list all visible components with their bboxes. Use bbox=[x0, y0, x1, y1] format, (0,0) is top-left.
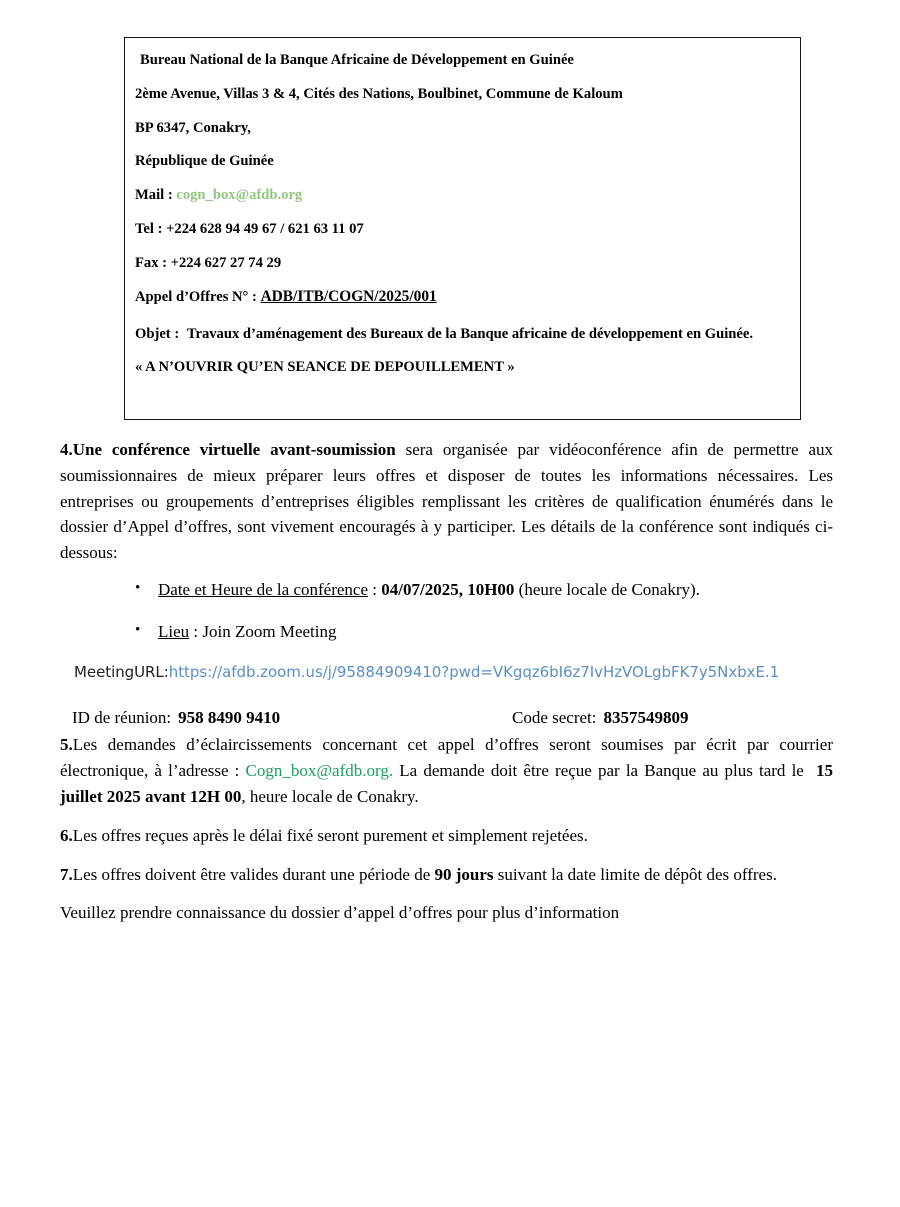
object-value: Travaux d’aménagement des Bureaux de la Banque africaine de développement en Guinée. bbox=[186, 326, 754, 343]
passcode-value: 8357549809 bbox=[603, 708, 689, 728]
paragraph-5-text-1: Les demandes d’éclaircissements concernant cet appel d’offres seront soumises par écrit par courrier électronique, à l’adresse : bbox=[60, 735, 833, 781]
po-box-line: BP 6347, Conakry, bbox=[135, 119, 251, 136]
address-box bbox=[124, 37, 801, 420]
paragraph-6-text: Les offres reçues après le délai fixé seront purement et simplement rejetées. bbox=[72, 825, 588, 845]
mail-address-link[interactable]: cogn_box@afdb.org bbox=[176, 187, 303, 204]
tender-number-line bbox=[135, 289, 786, 305]
bullet-icon: • bbox=[135, 580, 141, 597]
paragraph-5-text-2: La demande doit être reçue par la Banque au plus tard le bbox=[393, 761, 810, 781]
tender-number-label: Appel d’Offres N° : bbox=[135, 289, 261, 306]
mail-line bbox=[135, 188, 786, 203]
paragraph-4-bold-lead: Une conférence virtuelle avant-soumission bbox=[72, 440, 396, 459]
paragraph-7-text-2: suivant la date limite de dépôt des offres. bbox=[493, 864, 777, 884]
office-name-line: Bureau National de la Banque Africaine de Développement en Guinée bbox=[140, 52, 574, 68]
paragraph-4-text: sera organisée par vidéoconférence afin de permettre aux soumissionnaires de mieux préparer leurs offres et disposer de toutes les informations nécessaires. Les entreprises ou groupements d’entreprises éligibles remplissant les critères de qualification énumérés dans le dossier d’Appel d’offres, sont vivement encouragés à y participer. Les détails de la conférence sont indiqués ci-dessous: bbox=[60, 440, 833, 563]
paragraph-5 bbox=[60, 732, 833, 809]
tender-number-value: ADB/ITB/COGN/2025/001 bbox=[260, 288, 437, 306]
paragraph-5-number: 5. bbox=[60, 735, 73, 755]
paragraph-6 bbox=[60, 823, 833, 849]
paragraph-7-number: 7. bbox=[60, 864, 73, 884]
clarification-deadline: 15 juillet 2025 avant 12H 00 bbox=[60, 761, 833, 806]
meeting-credentials-row bbox=[72, 708, 833, 732]
object-label: Objet : bbox=[135, 326, 183, 343]
country-line: République de Guinée bbox=[135, 153, 274, 170]
conference-datetime-label: Date et Heure de la conférence bbox=[158, 580, 369, 600]
bullet-icon: • bbox=[135, 622, 141, 639]
document-body bbox=[60, 437, 833, 939]
conference-datetime-note: (heure locale de Conakry). bbox=[514, 580, 700, 600]
paragraph-5-text-3: , heure locale de Conakry. bbox=[241, 786, 419, 806]
fax-line: Fax : +224 627 27 74 29 bbox=[135, 254, 282, 271]
conference-location-value: Join Zoom Meeting bbox=[202, 622, 337, 642]
telephone-line: Tel : +224 628 94 49 67 / 621 63 11 07 bbox=[135, 220, 364, 237]
meeting-url-link[interactable]: https://afdb.zoom.us/j/95884909410?pwd=VKgqz6bI6z7IvHzVOLgbFK7y5NxbxE.1 bbox=[168, 663, 780, 682]
passcode-label: Code secret: bbox=[512, 708, 597, 728]
list-item bbox=[60, 579, 833, 601]
meeting-id-group bbox=[72, 708, 280, 728]
conference-datetime-separator: : bbox=[368, 580, 382, 600]
meeting-url-line bbox=[74, 663, 833, 681]
meeting-id-value: 958 8490 9410 bbox=[178, 708, 281, 728]
meeting-id-label: ID de réunion: bbox=[72, 708, 172, 728]
conference-location-label: Lieu bbox=[158, 622, 190, 642]
passcode-group bbox=[512, 708, 689, 728]
paragraph-4 bbox=[60, 437, 833, 566]
list-item bbox=[60, 621, 833, 643]
paragraph-4-number: 4. bbox=[60, 440, 73, 459]
conference-datetime-value: 04/07/2025, 10H00 bbox=[381, 580, 515, 600]
closing-line: Veuillez prendre connaissance du dossier d’appel d’offres pour plus d’information bbox=[60, 903, 620, 923]
paragraph-6-number: 6. bbox=[60, 825, 73, 845]
paragraph-7-text-1: Les offres doivent être valides durant une période de bbox=[72, 864, 435, 884]
validity-period: 90 jours bbox=[434, 864, 494, 884]
do-not-open-notice: « A N’OUVRIR QU’EN SEANCE DE DEPOUILLEMENT » bbox=[135, 359, 515, 376]
object-line bbox=[135, 324, 786, 346]
meeting-url-label: MeetingURL: bbox=[74, 663, 169, 682]
conference-location-separator: : bbox=[189, 622, 203, 642]
conference-details-list bbox=[60, 579, 833, 643]
mail-label: Mail : bbox=[135, 187, 177, 204]
street-address-line: 2ème Avenue, Villas 3 & 4, Cités des Nations, Boulbinet, Commune de Kaloum bbox=[135, 85, 623, 102]
paragraph-7 bbox=[60, 862, 833, 888]
clarification-email-link[interactable]: Cogn_box@afdb.org. bbox=[245, 761, 394, 781]
